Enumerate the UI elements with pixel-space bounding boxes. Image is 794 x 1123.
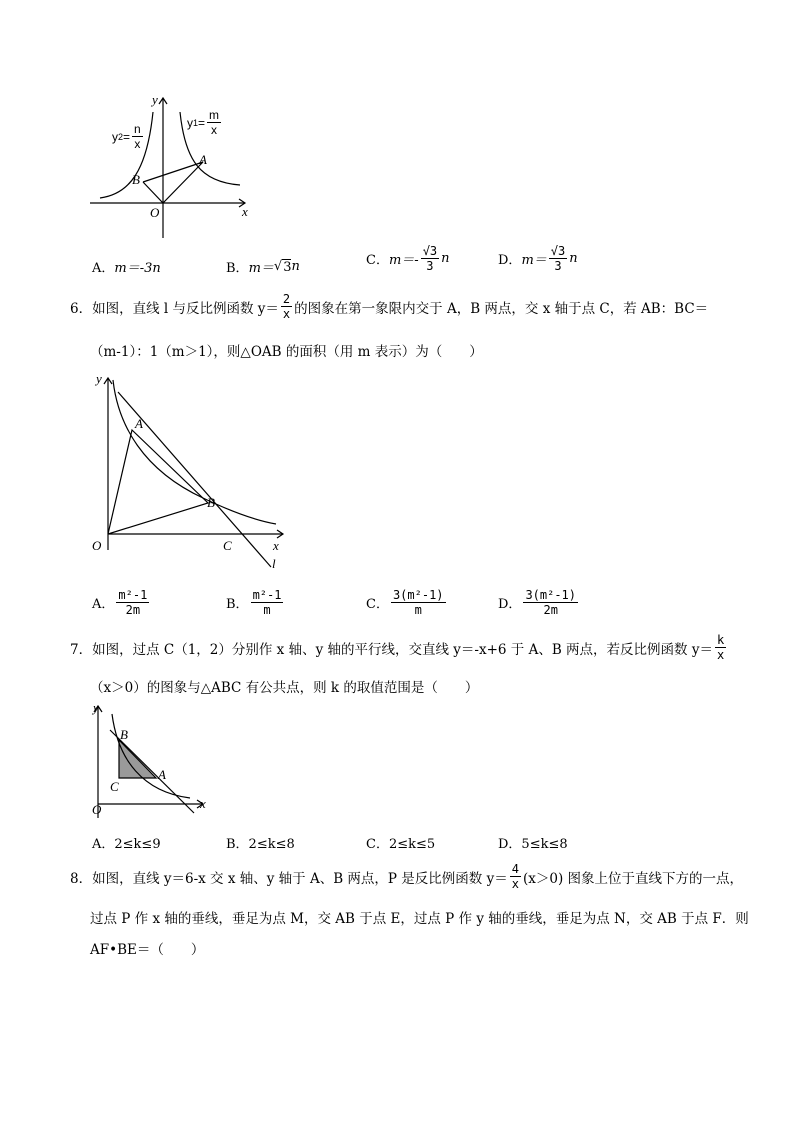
- fig5-point-a: A: [199, 152, 207, 167]
- q8-line-1: 8．如图，直线 y＝6-x 交 x 轴、y 轴于 A、B 两点，P 是反比例函数 y＝ $\frac{4}{x}$ (x＞0) 图象上位于直线下方的一点，: [70, 862, 743, 891]
- figure-q6: [88, 370, 288, 580]
- triangle-oab: [108, 430, 208, 534]
- figure-q7: [88, 700, 218, 820]
- fig7-origin: O: [92, 802, 102, 817]
- q6-option-d[interactable]: D． $\frac{\text{3(m²-1)}}{2m}$: [498, 588, 577, 617]
- fig6-origin: O: [92, 538, 102, 553]
- fig7-point-a: A: [158, 767, 166, 782]
- q6-option-a[interactable]: A． $\frac{\text{m²-1}}{2m}$: [92, 588, 148, 617]
- fig5-axis-y: y: [152, 92, 158, 107]
- fig5-origin: O: [150, 205, 160, 220]
- fig7-axis-y: y: [93, 700, 99, 715]
- q7-option-d[interactable]: D．5≤k≤8: [498, 837, 568, 852]
- fig6-point-b: B: [207, 495, 215, 510]
- q7-line-2: （x＞0）的图象与△ABC 有公共点，则 k 的取值范围是（ ）: [90, 680, 479, 696]
- q8-line-2: 过点 P 作 x 轴的垂线，垂足为点 M，交 AB 于点 E，过点 P 作 y 轴的垂线，垂足为点 N，交 AB 于点 F．则: [90, 911, 749, 927]
- q5-option-c[interactable]: C． m＝- $\frac{√3}{3}$ n: [366, 244, 450, 273]
- figure-q5: [85, 90, 260, 240]
- q6-line-1: 6．如图，直线 l 与反比例函数 y＝ $\frac{2}{x}$ 的图象在第一象限内交于 A，B 两点，交 x 轴于点 C，若 AB：BC＝: [70, 292, 709, 321]
- fig5-point-b: B: [132, 172, 140, 187]
- fig6-point-c: C: [223, 538, 232, 553]
- fig6-point-a: A: [135, 416, 143, 431]
- q6-option-b[interactable]: B． $\frac{\text{m²-1}}{m}$: [226, 588, 282, 617]
- fig6-line-l: l: [272, 556, 276, 571]
- q6-option-c[interactable]: C． $\frac{\text{3(m²-1)}}{m}$: [366, 588, 444, 617]
- fig6-axis-y: y: [96, 371, 102, 386]
- q5-option-d[interactable]: D． m＝ $\frac{√3}{3}$ n: [498, 244, 578, 273]
- q8-line-3: AF•BE＝（ ）: [90, 942, 205, 958]
- hyperbola: [113, 380, 276, 524]
- q5-option-a[interactable]: A． m＝-3n: [92, 261, 161, 276]
- q7-option-c[interactable]: C．2≤k≤5: [366, 837, 436, 852]
- fig5-y2-label: y 2 = $\frac{n}{x}$: [112, 122, 141, 151]
- fig7-point-c: C: [110, 779, 119, 794]
- fig6-axis-x: x: [273, 538, 279, 553]
- fig7-axis-x: x: [200, 796, 206, 811]
- q7-option-b[interactable]: B．2≤k≤8: [226, 837, 295, 852]
- q7-line-1: 7．如图，过点 C（1，2）分别作 x 轴、y 轴的平行线，交直线 y＝-x+6 于 A、B 两点，若反比例函数 y＝ $\frac{k}{x}$: [70, 633, 725, 662]
- triangle-oab: [143, 162, 203, 203]
- fig5-axis-x: x: [242, 204, 248, 219]
- q6-line-2: （m-1）：1（m＞1），则△OAB 的面积（用 m 表示）为（ ）: [90, 344, 483, 360]
- q7-option-a[interactable]: A．2≤k≤9: [92, 837, 161, 852]
- fig7-point-b: B: [120, 727, 128, 742]
- fig5-y1-label: y 1 = $\frac{m}{x}$: [187, 108, 220, 137]
- q5-option-b[interactable]: B． m＝ √ 3 n: [226, 259, 300, 276]
